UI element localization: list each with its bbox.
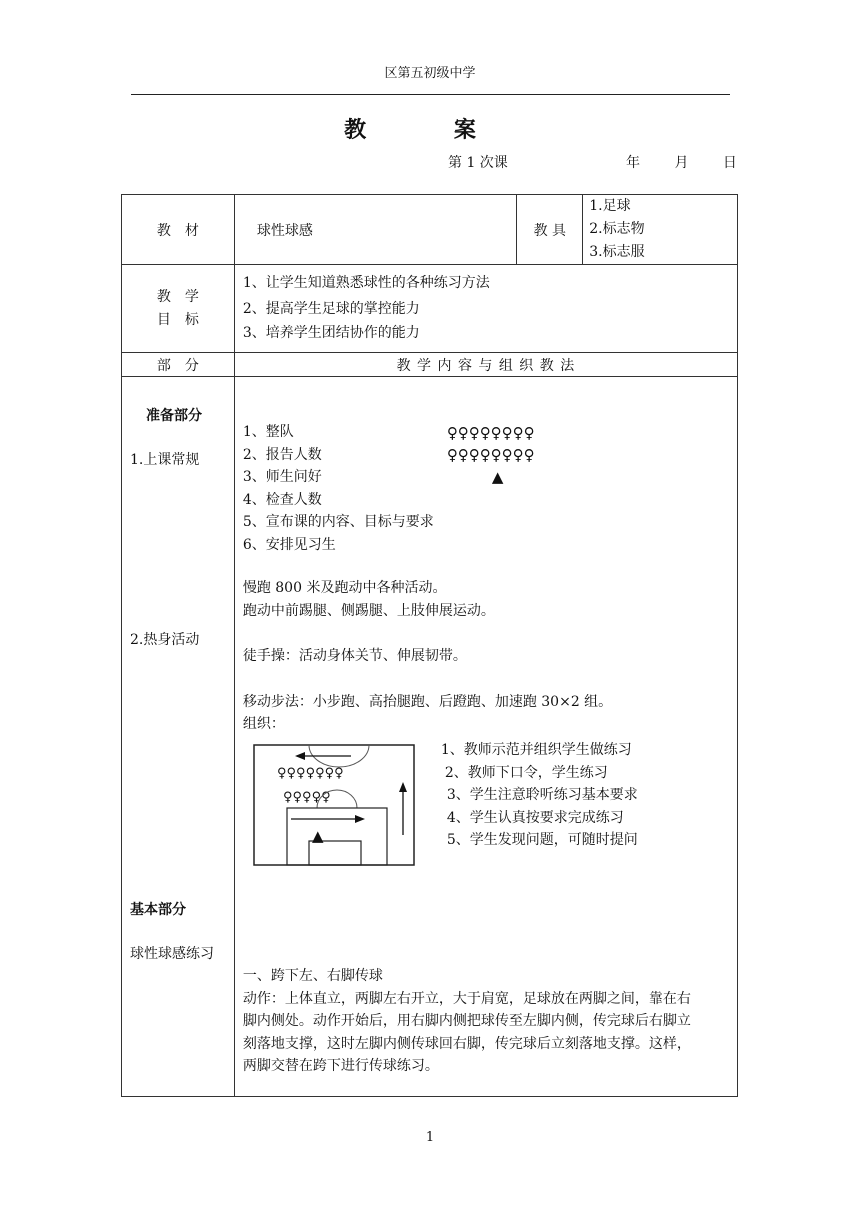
content-header: 教 学 内 容 与 组 织 教 法 [234, 353, 737, 377]
equipment-item: 3.标志服 [589, 244, 645, 260]
warmup-line: 徒手操：活动身体关节、伸展韧带。 [242, 648, 467, 664]
routine-step: 3、师生问好 [242, 469, 322, 485]
formation-row: ♀♀♀♀♀♀♀♀ [446, 446, 535, 464]
drill-line: 两脚交替在跨下进行传球练习。 [242, 1058, 439, 1074]
equipment-item: 1.足球 [589, 198, 631, 214]
drill-line: 脚内侧处。动作开始后，用右脚内侧把球传至左脚内侧，传完球后右脚立 [242, 1013, 691, 1029]
date-day: 日 [722, 155, 737, 171]
routine-step: 2、报告人数 [242, 446, 322, 463]
org-step: 2、教师下口令，学生练习 [444, 764, 608, 781]
routine-step: 6、安排见习生 [242, 536, 336, 553]
goal-item: 2、提高学生足球的掌控能力 [242, 301, 420, 317]
drill-title: 一、跨下左、右脚传球 [242, 968, 383, 984]
org-steps [441, 739, 638, 852]
warmup-text [243, 577, 612, 736]
arrow-right-head [355, 815, 365, 823]
diagram-teacher: ▲ [311, 827, 324, 845]
org-step: 1、教师示范并组织学生做练习 [440, 742, 632, 758]
section-header: 部 分 [122, 353, 235, 377]
lesson-plan-table [121, 194, 738, 1097]
routine-step: 1、整队 [242, 424, 294, 440]
page-title [0, 113, 860, 144]
header-school-name: 区第五初级中学 [384, 66, 476, 81]
section-routine: 1.上课常规 [130, 452, 200, 468]
section-warmup: 2.热身活动 [130, 632, 200, 648]
warmup-line: 跑动中前踢腿、侧踢腿、上肢伸展运动。 [242, 602, 495, 619]
routine-step: 4、检查人数 [242, 491, 322, 508]
diagram-row: ♀♀♀♀♀♀♀ [276, 766, 344, 781]
page-number: 1 [425, 1130, 435, 1145]
goal-item: 1、让学生知道熟悉球性的各种练习方法 [242, 275, 490, 291]
org-step: 5、学生发现问题，可随时提问 [446, 832, 638, 848]
org-step: 3、学生注意聆听练习基本要求 [446, 787, 638, 803]
field-boundary [254, 745, 414, 865]
goals-label-line: 目 标 [156, 311, 199, 328]
routine-step: 5、宣布课的内容、目标与要求 [242, 514, 434, 530]
section-column [122, 377, 235, 1097]
penalty-box [287, 808, 387, 865]
arrow-left-head [295, 752, 305, 760]
equipment-item: 2.标志物 [589, 221, 645, 237]
date-line [626, 152, 737, 172]
content-column [234, 377, 737, 1097]
date-year: 年 [626, 155, 640, 171]
header-row [122, 353, 738, 377]
org-step: 4、学生认真按要求完成练习 [446, 809, 624, 826]
warmup-line: 组织： [242, 716, 285, 732]
goals-row [122, 265, 738, 353]
formation-row: ♀♀♀♀♀♀♀♀ [446, 424, 535, 442]
session-number: 第 1 次课 [448, 155, 508, 171]
drill-line: 动作：上体直立，两脚左右开立，大于肩宽，足球放在两脚之间，靠在右 [242, 990, 691, 1007]
page-title-text: 教 案 [344, 117, 516, 143]
materials-value: 球性球感 [234, 195, 517, 265]
goals-label [122, 265, 235, 353]
goals-list [234, 265, 737, 353]
date-month: 月 [674, 155, 689, 171]
goal-item: 3、培养学生团结协作的能力 [242, 325, 420, 341]
section-prep: 准备部分 [146, 408, 202, 424]
diagram-row: ♀♀♀♀♀ [282, 790, 331, 805]
teacher-marker: ▲ [491, 468, 504, 486]
materials-row [122, 195, 738, 265]
field-diagram [253, 744, 417, 868]
equipment-label: 教 具 [517, 195, 583, 265]
drill-section [243, 965, 735, 1078]
content-row [122, 377, 738, 1097]
section-practice: 球性球感练习 [130, 946, 214, 962]
warmup-line: 移动步法：小步跑、高抬腿跑、后蹬跑、加速跑 30×2 组。 [242, 693, 613, 710]
goals-label-line: 教 学 [156, 288, 199, 305]
section-basic: 基本部分 [130, 902, 186, 918]
header-divider [131, 94, 730, 95]
materials-label: 教 材 [122, 195, 235, 265]
drill-line: 刻落地支撑，这时左脚内侧传球回右脚，传完球后立刻落地支撑。这样， [242, 1035, 691, 1052]
warmup-line: 慢跑 800 米及跑动中各种活动。 [242, 580, 447, 596]
formation-diagram [447, 422, 535, 488]
equipment-list [583, 195, 738, 265]
routine-steps [243, 421, 434, 556]
arrow-up-head [399, 782, 407, 792]
